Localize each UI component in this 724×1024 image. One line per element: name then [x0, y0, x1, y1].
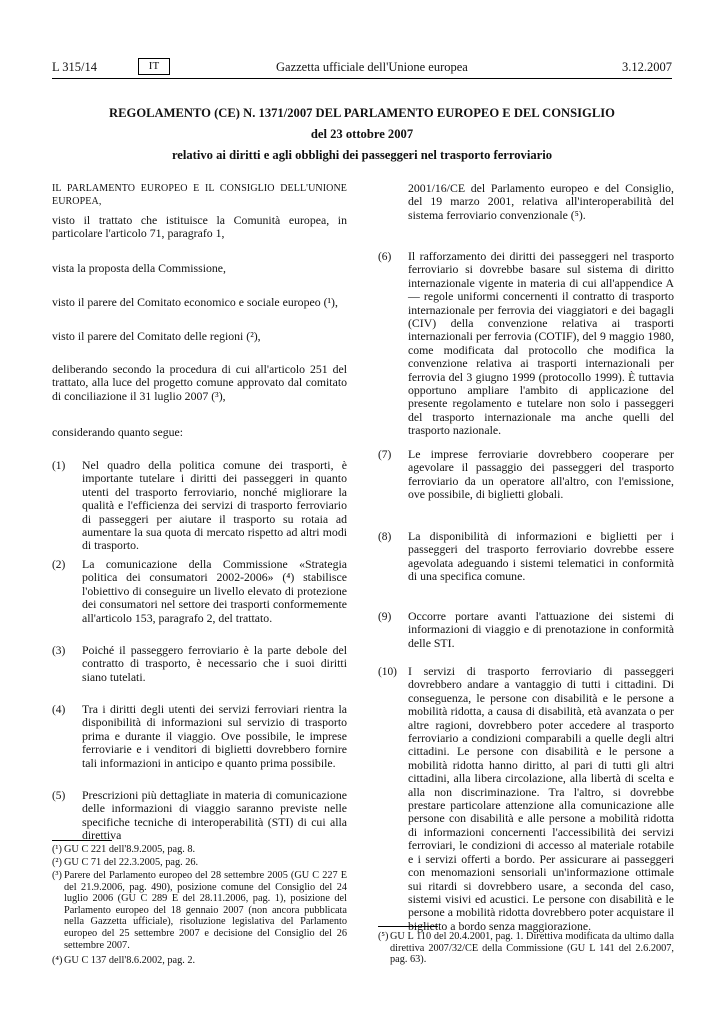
regulation-date: del 23 ottobre 2007: [310, 127, 414, 141]
footnote-4: (⁴) GU C 137 dell'8.6.2002, pag. 2.: [52, 955, 196, 966]
recital-number: (9): [378, 611, 392, 623]
preamble-enacting: IL PARLAMENTO EUROPEO E IL CONSIGLIO DELL'UNIONE EUROPEA,: [52, 183, 347, 208]
recital-number: (4): [52, 704, 66, 716]
recital-6: Il rafforzamento dei diritti dei passeggeri nel trasporto ferroviario si dovrebbe basare sul sistema di diritto internazionale vigente in materia di cui all'appendice A — regole uniformi concernenti il contratto di trasporto internazionale per ferrovia dei viaggiatori e dei bagagli (CIV) della convenzione relativa ai trasporti internazionali per ferrovia (COTIF), del 9 maggio 1980, come modificata dal protocollo che modifica la convenzione relativa ai trasporti internazionali per ferrovia del 3 giugno 1999 (protocollo 1999). È tuttavia opportuno ampliare l'ambito di applicazione del presente regolamento e tutelare non solo i passeggeri del trasporto internazionale ma anche quelli del trasporto nazionale.: [408, 249, 674, 438]
page-header: [52, 58, 672, 76]
header-divider: [52, 78, 672, 79]
recital-number: (1): [52, 460, 66, 472]
citation-cor-opinion: visto il parere del Comitato delle regioni (²),: [52, 329, 261, 343]
recital-8: La disponibilità di informazioni e biglietti per i passeggeri del trasporto ferroviario dovrebbe essere agevolata adeguando i sistemi telematici in conformità di una specifica comune.: [408, 529, 674, 584]
regulation-subject: relativo ai diritti e agli obblighi dei passeggeri nel trasporto ferroviario: [171, 148, 553, 162]
recital-number: (10): [378, 666, 397, 678]
recital-10: I servizi di trasporto ferroviario di passeggeri dovrebbero andare a vantaggio di tutti i cittadini. Di conseguenza, le persone con disabilità e le persone a mobilità ridotta, a causa di disabilità, età avanzata o per altre ragioni, dovrebbero poter accedere al trasporto ferroviario a condizioni comparabili a quelle degli altri cittadini. Le persone con disabilità e le persone a mobilità ridotta hanno diritto, al pari di tutti gli altri cittadini, alla libera circolazione, alla libertà di scelta e alla non discriminazione. Tra l'altro, si dovrebbe prestare particolare attenzione alla comunicazione alle persone con disabilità e alle persone a mobilità ridotta di informazioni concernenti l'accessibilità dei servizi ferroviari, le condizioni di accesso al materiale rotabile e i servizi offerti a bordo. Per assicurare ai passeggeri con menomazioni sensoriali un'informazione ottimale sui ritardi si dovrebbero usare, a seconda del caso, sistemi visivi ed acustici. Le persone con disabilità e le persone a mobilità ridotta dovrebbero poter acquistare il biglietto a bordo senza maggiorazione.: [408, 664, 674, 933]
recital-5: Prescrizioni più dettagliate in materia di comunicazione delle informazioni di viaggio saranno previste nelle specifiche tecniche di interoperabilità (STI) di cui alla direttiva: [82, 788, 347, 843]
publication-date: 3.12.2007: [622, 60, 672, 74]
citation-proposal: vista la proposta della Commissione,: [52, 261, 226, 275]
recital-9: Occorre portare avanti l'attuazione dei sistemi di informazioni di viaggio e di prenotazione in conformità delle STI.: [408, 609, 674, 650]
footnote-divider: [378, 926, 438, 927]
footnote-divider: [52, 840, 112, 841]
footnote-1: (¹) GU C 221 dell'8.9.2005, pag. 8.: [52, 844, 196, 855]
citation-esc-opinion: visto il parere del Comitato economico e sociale europeo (¹),: [52, 295, 338, 309]
recital-2: La comunicazione della Commissione «Strategia politica dei consumatori 2002-2006» (⁴) stabilisce l'obiettivo di conseguire un livello elevato di protezione dei consumatori nel settore dei trasporti conformemente all'articolo 153, paragrafo 2, del trattato.: [82, 557, 347, 625]
recital-number: (2): [52, 559, 66, 571]
recital-4: Tra i diritti degli utenti dei servizi ferroviari rientra la disponibilità di informazioni sul servizio di trasporto prima e durante il viaggio. Ove possibile, le imprese ferroviarie e i venditori di biglietti dovrebbero fornire tali informazioni in anticipo e quanto prima possibile.: [82, 702, 347, 770]
footnote-2: (²) GU C 71 del 22.3.2005, pag. 26.: [52, 857, 199, 868]
citation-treaty: visto il trattato che istituisce la Comunità europea, in particolare l'articolo 71, paragrafo 1,: [52, 213, 347, 241]
recital-5-continued: 2001/16/CE del Parlamento europeo e del Consiglio, del 19 marzo 2001, relativa all'interoperabilità del sistema ferroviario convenzionale (⁵).: [408, 181, 674, 222]
footnote-3: (³) Parere del Parlamento europeo del 28 settembre 2005 (GU C 227 E del 21.9.2006, pag. 490), posizione comune del Consiglio del 24 luglio 2006 (GU C 289 E del 28.11.2006, pag. 1), posizione del Parlamento europeo del 18 gennaio 2007 (non ancora pubblicata nella Gazzetta ufficiale), risoluzione legislativa del Parlamento europeo del 25 settembre 2007 e decisione del Consiglio del 26 settembre 2007.: [52, 870, 347, 951]
recital-1: Nel quadro della politica comune dei trasporti, è importante tutelare i diritti dei passeggeri in quanto utenti del trasporto ferroviario, nonché migliorare la qualità e l'efficienza dei servizi di trasporto ferroviario di passeggeri per aiutare il trasporto su rotaia ad aumentare la sua quota di mercato rispetto ad altri modi di trasporto.: [82, 458, 347, 553]
recital-number: (3): [52, 645, 66, 657]
journal-name: Gazzetta ufficiale dell'Unione europea: [276, 60, 468, 74]
recital-3: Poiché il passeggero ferroviario è la parte debole del contratto di trasporto, è necessario che i suoi diritti siano tutelati.: [82, 643, 347, 684]
citation-procedure: deliberando secondo la procedura di cui all'articolo 251 del trattato, alla luce del progetto comune approvato dal comitato di conciliazione il 31 luglio 2007 (³),: [52, 362, 347, 403]
recital-number: (8): [378, 531, 392, 543]
recital-7: Le imprese ferroviarie dovrebbero cooperare per agevolare il passaggio dei passeggeri del trasporto ferroviario da un operatore all'altro, con l'emissione, ove possibile, di biglietti globali.: [408, 447, 674, 502]
footnote-5: (⁵) GU L 110 del 20.4.2001, pag. 1. Direttiva modificata da ultimo dalla direttiva 2007/32/CE della Commissione (GU L 141 del 2.6.2007, pag. 63).: [378, 931, 674, 966]
language-badge: IT: [138, 58, 170, 75]
regulation-title: REGOLAMENTO (CE) N. 1371/2007 DEL PARLAMENTO EUROPEO E DEL CONSIGLIO: [109, 106, 615, 120]
recital-number: (5): [52, 790, 66, 802]
recital-number: (7): [378, 449, 392, 461]
page-reference: L 315/14: [52, 60, 98, 74]
recital-number: (6): [378, 251, 392, 263]
whereas-intro: considerando quanto segue:: [52, 425, 184, 439]
